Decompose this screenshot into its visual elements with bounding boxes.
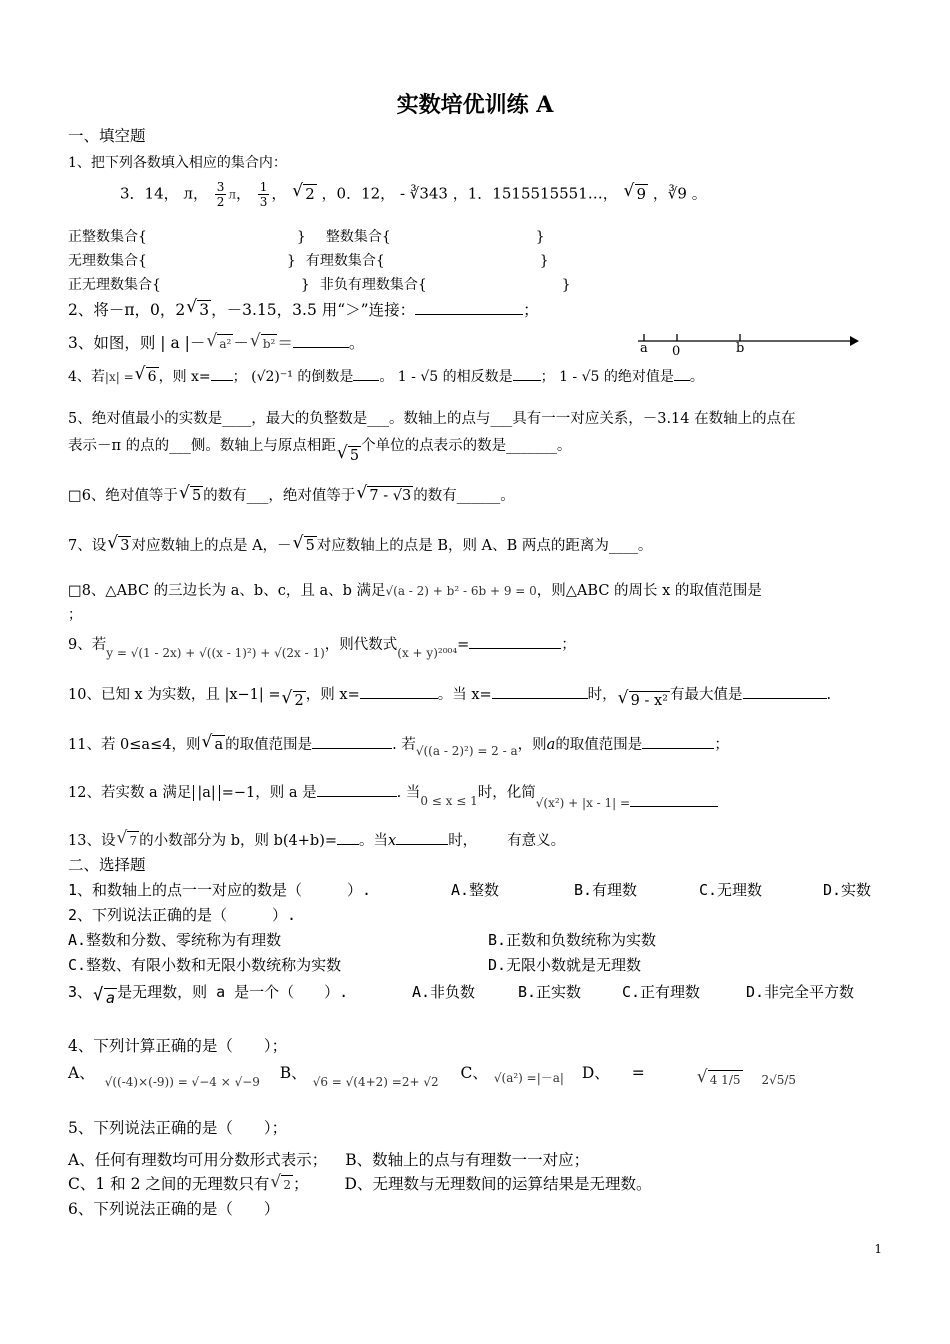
- var-x: x: [388, 833, 397, 849]
- var-a: a: [546, 737, 556, 753]
- q10-text: 10、已知 x 为实数，且 |x−1| =: [68, 687, 281, 703]
- q13-text: 13、设: [68, 833, 116, 849]
- sqrt-7-minus-sqrt-3: √ 7 - √3: [367, 486, 413, 505]
- two-root5-over-5: 2√5/5: [761, 1073, 797, 1087]
- frac-num: 3: [216, 180, 225, 194]
- q12-d: . 当: [396, 785, 421, 801]
- choice-question-5: 5、下列说法正确的是（ ）；: [68, 1119, 288, 1137]
- q11-c: . 若: [392, 737, 416, 753]
- sep: 。: [689, 369, 704, 385]
- question-1: 1、把下列各数填入相应的集合内：: [68, 155, 287, 171]
- period: 。: [348, 334, 365, 352]
- option-5c[interactable]: C、1 和 2 之间的无理数只有: [68, 1175, 270, 1193]
- question-5-line-2: [68, 436, 572, 464]
- abs-a: |a|: [193, 785, 219, 801]
- set-positive-irrationals: 正无理数集合{: [68, 277, 161, 293]
- sqrt-4-1-5: √ 4 1/5: [708, 1070, 743, 1089]
- q12-expression: √(x²) + |x - 1| =: [535, 796, 631, 810]
- brace: }: [286, 253, 296, 269]
- answer-blank[interactable]: [211, 366, 233, 381]
- sqrt-5: √ 5: [348, 446, 361, 465]
- answer-blank[interactable]: [492, 684, 588, 699]
- q8-tail: ，则△ABC 的周长 x 的取值范围是: [536, 583, 762, 599]
- question-8-end: ；: [68, 607, 82, 623]
- q13-b: 的小数部分为 b，则 b(4+b)=: [139, 833, 337, 849]
- question-4: [68, 366, 704, 387]
- brace: }: [535, 229, 545, 245]
- option-1b[interactable]: B.有理数: [574, 881, 638, 899]
- c3-text: 3、: [68, 983, 93, 1001]
- answer-blank[interactable]: [630, 792, 718, 807]
- choice-question-4: 4、下列计算正确的是（ ）；: [68, 1037, 288, 1055]
- sqrt-a: √ a: [104, 988, 117, 1007]
- sqrt-7: √ 7: [127, 831, 139, 850]
- label-b: b: [736, 341, 745, 356]
- num-pi: л，: [183, 184, 208, 203]
- choice-question-3: [68, 982, 349, 1007]
- sqrt-5: √ 5: [190, 486, 203, 505]
- frac-den: 2: [216, 195, 225, 209]
- option-1a[interactable]: A.整数: [451, 881, 500, 899]
- number-line-figure: [638, 330, 860, 360]
- answer-blank[interactable]: [353, 366, 379, 381]
- equals: =: [457, 637, 470, 653]
- answer-blank[interactable]: [360, 684, 438, 699]
- q6-text: □6、绝对值等于: [68, 488, 178, 504]
- q13-c: 。当: [359, 833, 388, 849]
- q6-mid: 的数有___，绝对值等于: [203, 488, 356, 504]
- set-row-2: [68, 251, 549, 271]
- label-zero: 0: [672, 344, 681, 359]
- q2-text: 2、将－π，0，2: [68, 301, 186, 319]
- answer-blank[interactable]: [396, 830, 448, 845]
- q11-text: 11、若 0≤a≤4，则: [68, 737, 201, 753]
- q7-mid: 对应数轴上的点是 A，－: [131, 538, 292, 554]
- arrow-head-icon: [850, 336, 859, 346]
- sqrt-2: √ 2: [281, 1175, 293, 1194]
- set-row-1: [68, 227, 545, 247]
- period: 。: [691, 184, 707, 203]
- option-5b[interactable]: B、数轴上的点与有理数一一对应；: [345, 1151, 590, 1169]
- q5-tail: 个单位的点表示的数是_______。: [361, 438, 572, 454]
- q8-text: □8、△ABC 的三边长为 a、b、c，且 a、b 满足: [68, 583, 386, 599]
- option-2c[interactable]: C.整数、有限小数和无限小数统称为实数: [68, 956, 342, 974]
- set-rationals: 有理数集合{: [305, 253, 385, 269]
- question-12: [68, 782, 718, 810]
- set-integers: 整数集合{: [325, 229, 391, 245]
- q9-text: 9、若: [68, 637, 107, 653]
- num-0-12: ，0．12，: [321, 184, 396, 203]
- q1-number-list: 3．14， л， $\frac{3}{2}$ л， $\frac{1}{3}$ ， √ 2 ，0．12， - ∛343 ，1．1515515551…， √ 9 ，∛9 。: [120, 180, 707, 209]
- q11-e: ，则: [517, 737, 547, 753]
- section-heading-choice: 二、选择题: [68, 856, 146, 874]
- q4-e: (√2)⁻¹ 的倒数是: [251, 369, 354, 385]
- set-row-3: [68, 275, 571, 295]
- question-9: [68, 634, 576, 660]
- answer-blank[interactable]: [293, 333, 349, 348]
- frac-num: 1: [259, 180, 268, 194]
- sep: ；: [561, 637, 576, 653]
- frac-pi: л: [228, 187, 236, 202]
- q9-expression: (x + y)²⁰⁰⁴: [397, 646, 458, 660]
- q7-tail: 对应数轴上的点是 B，则 A、B 两点的距离为____。: [316, 538, 653, 554]
- q5-text: 表示－π 的点的___侧。数轴上与原点相距: [68, 438, 336, 454]
- answer-blank[interactable]: [642, 734, 714, 749]
- c3-mid: 是无理数，则 a 是一个（ ）.: [117, 983, 349, 1001]
- page-number: 1: [874, 1242, 882, 1256]
- q2-tail: ，－3.15，3.5 用“＞”连接：: [211, 301, 416, 319]
- sqrt-9-minus-x2: √ 9 - x²: [629, 691, 670, 710]
- sep: ；: [232, 369, 247, 385]
- frac-den: 3: [259, 195, 268, 209]
- equals: ＝: [277, 334, 293, 352]
- sqrt-3: √ 3: [197, 300, 211, 319]
- q10-f: 有最大值是: [670, 687, 743, 703]
- sqrt-b-squared: √ b²: [261, 334, 278, 353]
- question-7: [68, 536, 652, 556]
- answer-blank[interactable]: [415, 300, 523, 315]
- num-repeating: ，1．1515515551…，: [452, 184, 618, 203]
- question-2: 2、将－π，0，2√ 3 ，－3.15，3.5 用“＞”连接： ；: [68, 300, 539, 320]
- sqrt-a-squared: √ a²: [217, 334, 233, 353]
- question-8: [68, 581, 762, 601]
- period: .: [826, 687, 832, 703]
- question-3: 3、如图，则 | a |－√ a² －√ b² ＝ 。: [68, 333, 364, 353]
- section-heading-fill: 一、填空题: [68, 127, 146, 145]
- option-1c[interactable]: C.无理数: [699, 881, 763, 899]
- sqrt-3: √ 3: [118, 536, 131, 555]
- c1-text: 1、和数轴上的点一一对应的数是（ ）.: [68, 881, 372, 899]
- choice-question-1: [68, 880, 371, 900]
- sep: ；: [293, 1175, 309, 1193]
- cbrt-9: ，∛9: [652, 184, 687, 203]
- option-2b[interactable]: B.正数和负数统称为实数: [488, 931, 657, 949]
- question-5-line-1: 5、绝对值最小的实数是____，最大的负整数是___。数轴上的点与___具有一一对应关系，－3.14 在数轴上的点在: [68, 411, 796, 427]
- q13-e: 时，: [448, 833, 478, 849]
- choice-4-options: [68, 1063, 797, 1089]
- option-3d[interactable]: D.非完全平方数: [746, 983, 855, 1001]
- option-1d[interactable]: D.实数: [823, 881, 872, 899]
- option-5d[interactable]: D、无理数与无理数间的运算结果是无理数。: [344, 1175, 652, 1193]
- choice-question-2: 2、下列说法正确的是（ ）.: [68, 906, 297, 924]
- q8-condition: √(a - 2) + b² - 6b + 9 = 0: [385, 584, 537, 598]
- option-5a[interactable]: A、任何有理数均可用分数形式表示；: [68, 1151, 328, 1169]
- option-3b[interactable]: B.正实数: [518, 983, 582, 1001]
- q11-g: 的取值范围是: [555, 737, 643, 753]
- q10-c: 。当 x=: [437, 687, 492, 703]
- option-2a[interactable]: A.整数和分数、零统称为有理数: [68, 931, 282, 949]
- option-3c[interactable]: C.正有理数: [622, 983, 701, 1001]
- option-4a[interactable]: A、: [68, 1064, 95, 1082]
- q4-g: 1 - √5 的相反数是: [397, 369, 513, 385]
- q9-equation: y = √(1 - 2x) + √((x - 1)²) + √(2x - 1): [106, 646, 325, 660]
- brace: }: [300, 277, 310, 293]
- question-11: [68, 734, 729, 758]
- q12-f: 时，化简: [477, 785, 536, 801]
- sqrt-2: √ 2: [303, 184, 317, 203]
- set-nonneg-rationals: 非负有理数集合{: [319, 277, 427, 293]
- label-a: a: [640, 341, 648, 356]
- choice-5-row-1: [68, 1150, 589, 1170]
- option-4b[interactable]: B、: [279, 1064, 307, 1082]
- q3-text: 3、如图，则 | a |－: [68, 334, 206, 352]
- option-3a[interactable]: A.非负数: [412, 983, 476, 1001]
- option-2d[interactable]: D.无限小数就是无理数: [488, 956, 642, 974]
- question-10: [68, 684, 832, 709]
- option-4c[interactable]: C、: [460, 1064, 488, 1082]
- answer-blank[interactable]: [337, 830, 359, 845]
- q6-tail: 的数有______。: [413, 488, 515, 504]
- q7-text: 7、设: [68, 538, 107, 554]
- q4-text: 4、若: [68, 369, 105, 385]
- q10-b: ，则 x=: [305, 687, 360, 703]
- frac-3-2: [215, 180, 227, 209]
- sep: ；: [714, 737, 729, 753]
- sep: ；: [540, 369, 555, 385]
- page-title: 实数培优训练 A: [396, 92, 554, 118]
- answer-blank[interactable]: [317, 782, 397, 797]
- question-6: [68, 486, 515, 506]
- equals: =: [631, 1064, 645, 1082]
- q11-b: 的取值范围是: [225, 737, 313, 753]
- abs-x: |x| =: [104, 370, 134, 384]
- answer-blank[interactable]: [743, 684, 827, 699]
- sqrt-9: √ 9: [635, 184, 649, 203]
- choice-5-row-2: [68, 1174, 651, 1194]
- question-13: [68, 830, 565, 851]
- q12-text: 12、若实数 a 满足: [68, 785, 192, 801]
- sqrt-6: √ 6: [146, 367, 159, 386]
- frac-1-3: [258, 180, 270, 209]
- option-4a-expr: √((-4)×(-9)) = √−4 × √−9: [104, 1075, 260, 1089]
- sqrt-a: √ a: [212, 735, 225, 754]
- sep: 。: [379, 369, 394, 385]
- answer-blank[interactable]: [513, 366, 541, 381]
- q11-condition: √((a - 2)²) = 2 - a: [415, 744, 518, 758]
- option-4d[interactable]: D、: [581, 1064, 610, 1082]
- brace: }: [296, 229, 306, 245]
- option-4c-expr: √(a²) =|－a|: [493, 1071, 564, 1085]
- choice-question-6: 6、下列说法正确的是（ ）: [68, 1200, 280, 1218]
- answer-blank[interactable]: [674, 366, 690, 381]
- q12-c: =−1，则 a 是: [221, 785, 317, 801]
- brace: }: [539, 253, 549, 269]
- cbrt-343: - ∛343: [399, 184, 448, 203]
- sqrt-2: √ 2: [293, 691, 306, 710]
- q13-f: 有意义。: [507, 833, 566, 849]
- set-irrationals: 无理数集合{: [68, 253, 147, 269]
- q12-range: 0 ≤ x ≤ 1: [420, 794, 478, 808]
- q10-d: 时，: [587, 687, 617, 703]
- num-3-14: 3．14，: [120, 184, 179, 203]
- q4-c: ，则 x=: [158, 369, 211, 385]
- answer-blank[interactable]: [469, 634, 561, 649]
- q9-mid: ，则代数式: [324, 637, 398, 653]
- answer-blank[interactable]: [312, 734, 392, 749]
- brace: }: [561, 277, 571, 293]
- set-positive-integers: 正整数集合{: [68, 229, 147, 245]
- sqrt-5: √ 5: [304, 536, 317, 555]
- option-4b-expr: √6 = √(4+2) =2+ √2: [312, 1075, 439, 1089]
- q4-i: 1 - √5 的绝对值是: [559, 369, 674, 385]
